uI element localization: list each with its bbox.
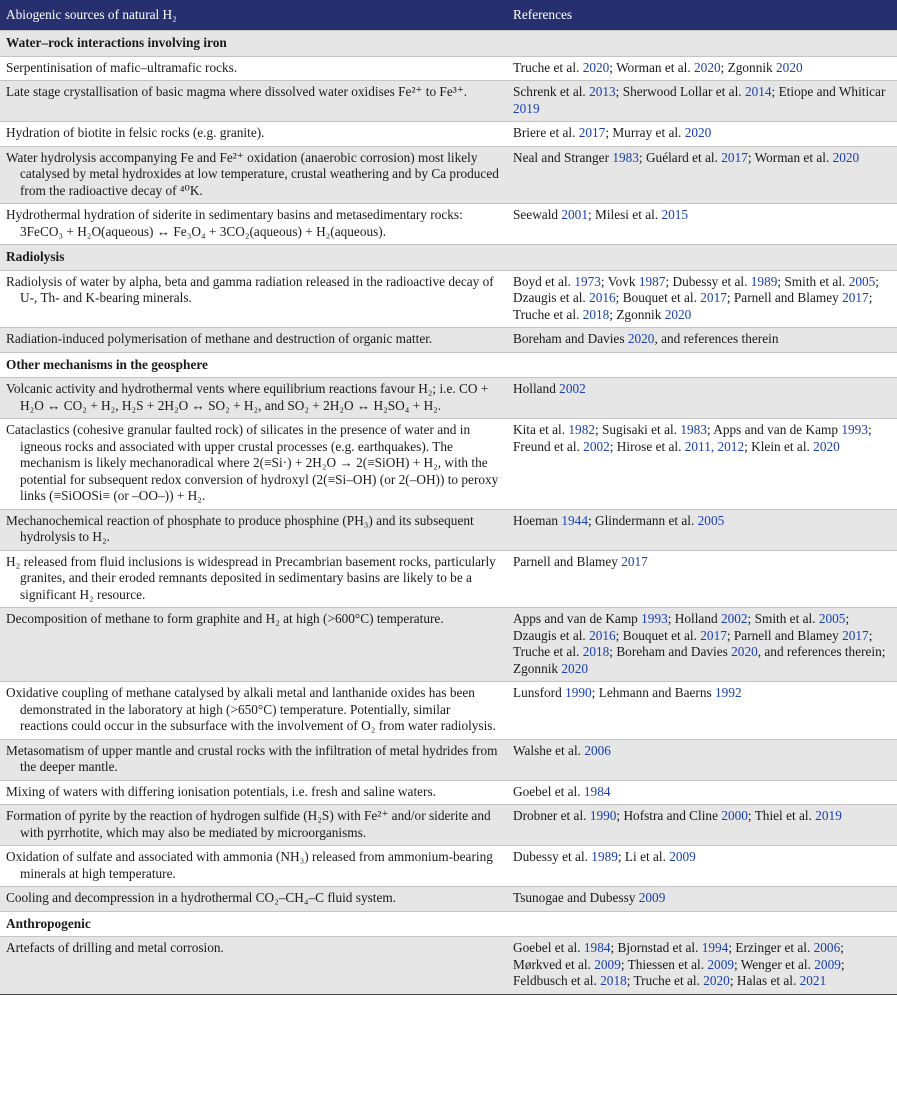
ref-author: Vovk <box>607 273 636 289</box>
ref-author: Tsunogae and Dubessy <box>513 890 636 905</box>
ref-author: Holland <box>513 381 556 396</box>
references-cell: Dubessy et al. 1989; Li et al. 2009 <box>507 846 897 887</box>
ref-year-link[interactable]: 1989 <box>750 273 778 289</box>
table-row <box>0 780 897 805</box>
source-text: H₂ released from fluid inclusions is widespread in Precambrian basement rocks, particularly granites, and their eroded remnants deposited in sedimentary basins are likely to be a significant H₂ resource. <box>6 553 496 602</box>
table-row <box>0 739 897 780</box>
ref-year-link[interactable]: 1984 <box>583 783 611 799</box>
source-text: Artefacts of drilling and metal corrosion. <box>6 940 224 955</box>
ref-author: Truche et al. <box>633 973 700 988</box>
ref-year-link[interactable]: 2009 <box>669 849 696 864</box>
section-title: Water–rock interactions involving iron <box>0 31 897 57</box>
section-row <box>0 352 897 378</box>
table-row <box>0 887 897 912</box>
source-text: Radiolysis of water by alpha, beta and gamma radiation released in the radioactive decay of U-, Th- and K-bearing minerals. <box>6 273 494 305</box>
ref-author: Smith et al. <box>754 611 816 626</box>
table-row <box>0 805 897 846</box>
ref-author: Freund et al. <box>513 438 580 454</box>
source-cell <box>0 56 507 81</box>
references-cell: Goebel et al. 1984; Bjornstad et al. 1994; Erzinger et al. 2006; Mørkved et al. 2009; Thiessen et al. 2009; Wenger et al. 2009; Feldbusch et al. 2018; Truche et al. 2020; Halas et al. 2021 <box>507 937 897 995</box>
table-row <box>0 846 897 887</box>
ref-author: Milesi et al. <box>595 207 659 222</box>
ref-year-link[interactable]: 2005 <box>818 611 846 626</box>
section-title: Anthropogenic <box>0 911 897 937</box>
ref-year-link[interactable]: 2020 <box>694 59 721 75</box>
ref-year-link[interactable]: 2020 <box>813 438 840 454</box>
ref-year-link[interactable]: 1990 <box>589 808 617 823</box>
table-row <box>0 682 897 740</box>
references-cell: Kita et al. 1982; Sugisaki et al. 1983; Apps and van de Kamp 1993; Freund et al. 2002; Hirose et al. 2011, 2012; Klein et al. 2020 <box>507 419 897 510</box>
ref-author: Sugisaki et al. <box>602 422 677 437</box>
table-row <box>0 509 897 550</box>
ref-author: Sherwood Lollar et al. <box>622 84 742 99</box>
ref-year-link[interactable]: 1984 <box>583 940 611 955</box>
ref-year-link[interactable]: 2020 <box>703 973 730 988</box>
ref-author: Zgonnik <box>727 59 773 75</box>
references-cell: Drobner et al. 1990; Hofstra and Cline 2000; Thiel et al. 2019 <box>507 805 897 846</box>
ref-author: Hoeman <box>513 512 559 528</box>
ref-author: Boreham and Davies <box>616 644 728 659</box>
references-cell: Apps and van de Kamp 1993; Holland 2002; Smith et al. 2005; Dzaugis et al. 2016; Bouquet et al. 2017; Parnell and Blamey 2017; Truche et al. 2018; Boreham and Davies 2020, and references therein; Zgonnik 2020 <box>507 608 897 682</box>
source-cell <box>0 608 507 682</box>
references-cell: Seewald 2001; Milesi et al. 2015 <box>507 204 897 245</box>
ref-author: Dzaugis et al. <box>513 627 586 643</box>
ref-author: Wenger et al. <box>740 956 811 972</box>
ref-year-link[interactable]: 1987 <box>638 273 666 289</box>
ref-year-link[interactable]: 2017 <box>700 290 727 305</box>
source-cell <box>0 328 507 353</box>
ref-author: Mørkved et al. <box>513 956 591 972</box>
ref-author: Glindermann et al. <box>595 512 695 528</box>
ref-author: Lehmann and Baerns <box>598 685 712 700</box>
ref-author: Dzaugis et al. <box>513 290 586 305</box>
ref-year-link[interactable]: 2005 <box>697 512 725 528</box>
table-header-row <box>0 0 897 31</box>
ref-year-link[interactable]: 2020 <box>664 306 692 322</box>
source-cell <box>0 805 507 846</box>
source-text: Decomposition of methane to form graphite and H₂ at high (>600°C) temperature. <box>6 611 444 626</box>
references-cell: Neal and Stranger 1983; Guélard et al. 2017; Worman et al. 2020 <box>507 146 897 204</box>
source-cell <box>0 509 507 550</box>
ref-author: Boyd et al. <box>513 273 571 289</box>
table-row <box>0 937 897 995</box>
ref-year-link[interactable]: 1973 <box>574 273 601 289</box>
ref-year-link[interactable]: 2021 <box>799 973 827 988</box>
ref-year-link[interactable]: 1993 <box>641 611 668 626</box>
ref-year-link[interactable]: 2020 <box>731 644 758 659</box>
ref-author: Thiel et al. <box>754 808 812 823</box>
ref-author: Dubessy et al. <box>672 273 748 289</box>
source-cell <box>0 739 507 780</box>
ref-year-link[interactable]: 1992 <box>715 685 742 700</box>
ref-year-link[interactable]: 2019 <box>513 100 540 116</box>
ref-author: Parnell and Blamey <box>733 290 839 305</box>
ref-author: Neal and Stranger <box>513 149 609 165</box>
ref-year-link[interactable]: 2018 <box>582 644 610 659</box>
source-cell <box>0 846 507 887</box>
table-row <box>0 270 897 328</box>
ref-author: Thiessen et al. <box>627 956 705 972</box>
ref-author: Dubessy et al. <box>513 849 588 864</box>
references-cell <box>507 328 897 353</box>
source-cell <box>0 122 507 147</box>
ref-author: Walshe et al. <box>513 742 581 758</box>
references-cell: Schrenk et al. 2013; Sherwood Lollar et al. 2014; Etiope and Whiticar 2019 <box>507 81 897 122</box>
table-row <box>0 81 897 122</box>
source-cell <box>0 682 507 740</box>
ref-year-link[interactable]: 2020 <box>561 660 588 676</box>
ref-year-link[interactable]: 2020 <box>582 59 610 75</box>
ref-year-link[interactable]: 2002 <box>720 611 748 626</box>
ref-author: Hirose et al. <box>616 438 682 454</box>
source-cell <box>0 780 507 805</box>
ref-year-link[interactable]: 2017 <box>621 553 648 569</box>
ref-author: Smith et al. <box>784 273 846 289</box>
ref-year-link[interactable]: 2017 <box>700 627 727 643</box>
ref-year-link[interactable]: 2014 <box>744 84 772 99</box>
source-text: Cataclastics (cohesive granular faulted rock) of silicates in the presence of water and in igneous rocks and associated with upper crustal processes (e.g. earthquakes). The mechanism is likely mechanoradical where 2(≡Si·) + 2H₂O → 2(≡SiOH) + H₂, with the potential for subsequent redox conversion of hydroxyl (2(≡Si–OH) (or 2(–OH)) to peroxy links (≡SiOOSi≡ (or –OO–)) + H₂. <box>6 422 499 503</box>
ref-author: Klein et al. <box>751 438 810 454</box>
ref-author: Schrenk et al. <box>513 84 586 99</box>
ref-year-link[interactable]: 2017 <box>842 627 869 643</box>
source-cell <box>0 204 507 245</box>
references-cell <box>507 550 897 608</box>
ref-year-link[interactable]: 1944 <box>561 512 588 528</box>
references-cell: Hoeman 1944; Glindermann et al. 2005 <box>507 509 897 550</box>
source-text: Radiation-induced polymerisation of methane and destruction of organic matter. <box>6 331 433 346</box>
ref-year-link[interactable]: 2016 <box>589 290 616 305</box>
source-text: Oxidative coupling of methane catalysed by alkali metal and lanthanide oxides has been demonstrated in the laboratory at high (>650°C) temperature. Potentially, similar reactions could occur in the subsurface with the involvement of O₂ from water radiolysis. <box>6 685 496 733</box>
ref-author: Li et al. <box>624 849 666 864</box>
source-cell <box>0 550 507 608</box>
source-cell <box>0 419 507 510</box>
table-row <box>0 419 897 510</box>
ref-year-link[interactable]: 2009 <box>707 956 734 972</box>
ref-year-link[interactable]: 2018 <box>600 973 627 988</box>
ref-year-link[interactable]: 2005 <box>848 273 876 289</box>
ref-year-link[interactable]: 2006 <box>584 742 611 758</box>
source-cell <box>0 378 507 419</box>
source-cell <box>0 270 507 328</box>
table-row <box>0 328 897 353</box>
ref-author: Goebel et al. <box>513 940 581 955</box>
ref-author: Worman et al. <box>616 59 691 75</box>
section-title: Other mechanisms in the geosphere <box>0 352 897 378</box>
references-cell: Briere et al. 2017; Murray et al. 2020 <box>507 122 897 147</box>
ref-note: , and references therein <box>654 331 779 346</box>
source-cell <box>0 146 507 204</box>
references-cell <box>507 887 897 912</box>
ref-year-link[interactable]: 2000 <box>721 808 748 823</box>
ref-author: Boreham and Davies <box>513 331 625 346</box>
ref-author: Parnell and Blamey <box>733 627 839 643</box>
ref-author: Kita et al. <box>513 422 566 437</box>
source-text: Cooling and decompression in a hydrothermal CO₂–CH₄–C fluid system. <box>6 890 397 905</box>
source-text: Hydration of biotite in felsic rocks (e.g. granite). <box>6 125 265 140</box>
ref-year-link[interactable]: 1990 <box>565 685 592 700</box>
ref-year-link[interactable]: 2006 <box>813 940 841 955</box>
ref-author: Goebel et al. <box>513 783 581 799</box>
ref-year-link[interactable]: 2017 <box>842 290 869 305</box>
header-sources: Abiogenic sources of natural H₂ <box>0 0 507 31</box>
ref-year-link[interactable]: 1994 <box>701 940 729 955</box>
ref-year-link[interactable]: 2020 <box>627 331 655 346</box>
table-row <box>0 608 897 682</box>
source-text: Mechanochemical reaction of phosphate to produce phosphine (PH₃) and its subsequent hydrolysis to H₂. <box>6 512 474 544</box>
ref-author: Truche et al. <box>513 644 580 659</box>
source-text: Formation of pyrite by the reaction of hydrogen sulfide (H₂S) with Fe²⁺ and/or siderite and with pyrrhotite, which may also be mediated by microorganisms. <box>6 808 491 840</box>
section-row <box>0 245 897 271</box>
table-row <box>0 378 897 419</box>
table-row <box>0 550 897 608</box>
ref-year-link[interactable]: 2009 <box>814 956 841 972</box>
ref-year-link[interactable]: 2013 <box>589 84 616 99</box>
references-cell <box>507 378 897 419</box>
ref-year-link[interactable]: 1989 <box>591 849 618 864</box>
ref-year-link[interactable]: 2002 <box>583 438 610 454</box>
ref-author: Bouquet et al. <box>622 290 697 305</box>
ref-year-link[interactable]: 2009 <box>638 890 666 905</box>
source-text: Metasomatism of upper mantle and crustal rocks with the infiltration of metal hydrides from the deeper mantle. <box>6 742 498 774</box>
ref-author: Parnell and Blamey <box>513 553 618 569</box>
references-cell <box>507 739 897 780</box>
ref-year-link[interactable]: 1993 <box>841 422 868 437</box>
ref-year-link[interactable]: 2020 <box>776 59 803 75</box>
references-cell <box>507 780 897 805</box>
ref-author: Truche et al. <box>513 306 580 322</box>
ref-year-link[interactable]: 2018 <box>582 306 610 322</box>
source-text: Mixing of waters with differing ionisation potentials, i.e. fresh and saline waters. <box>6 783 436 799</box>
references-cell: Truche et al. 2020; Worman et al. 2020; Zgonnik 2020 <box>507 56 897 81</box>
source-cell <box>0 937 507 995</box>
ref-year-link[interactable]: 1982 <box>568 422 595 437</box>
ref-year-link[interactable]: 2009 <box>594 956 621 972</box>
ref-author: Briere et al. <box>513 125 576 140</box>
ref-author: Guélard et al. <box>645 149 718 165</box>
ref-author: Zgonnik <box>513 660 559 676</box>
table-row <box>0 56 897 81</box>
source-text: Serpentinisation of mafic–ultramafic rocks. <box>6 59 238 75</box>
ref-year-link[interactable]: 2020 <box>684 125 712 140</box>
ref-year-link[interactable]: 1983 <box>612 149 639 165</box>
ref-author: Murray et al. <box>612 125 682 140</box>
ref-author: Feldbusch et al. <box>513 973 597 988</box>
source-text: Volcanic activity and hydrothermal vents where equilibrium reactions favour H₂; i.e. CO + H₂O ↔ CO₂ + H₂, H₂S + 2H₂O ↔ SO₂ + H₂, and SO₂ + 2H₂O ↔ H₂SO₄ + H₂. <box>6 381 489 413</box>
header-references: References <box>507 0 897 31</box>
ref-year-link[interactable]: 2017 <box>578 125 606 140</box>
ref-author: Zgonnik <box>616 306 662 322</box>
section-title: Radiolysis <box>0 245 897 271</box>
source-cell <box>0 81 507 122</box>
ref-author: Holland <box>674 611 718 626</box>
ref-author: Apps and van de Kamp <box>713 422 839 437</box>
ref-author: Hofstra and Cline <box>623 808 718 823</box>
ref-year-link[interactable]: 2016 <box>589 627 616 643</box>
ref-year-link[interactable]: 2017 <box>721 149 748 165</box>
section-row <box>0 31 897 57</box>
ref-author: Bjornstad et al. <box>617 940 699 955</box>
ref-year-link[interactable]: 2020 <box>832 149 860 165</box>
ref-year-link[interactable]: 1983 <box>680 422 707 437</box>
source-text: Late stage crystallisation of basic magma where dissolved water oxidises Fe²⁺ to Fe³⁺. <box>6 84 468 99</box>
ref-author: Apps and van de Kamp <box>513 611 638 626</box>
ref-year-link[interactable]: 2015 <box>661 207 689 222</box>
ref-author: Erzinger et al. <box>735 940 811 955</box>
ref-note: , and references therein <box>757 644 882 659</box>
source-text: Water hydrolysis accompanying Fe and Fe²⁺ oxidation (anaerobic corrosion) most likely catalysed by metal hydroxides at low temperature, crustal weathering and by Ca produced from the radioactive decay of ⁴⁰K. <box>6 149 499 198</box>
ref-year-link[interactable]: 2011, 2012 <box>684 438 745 454</box>
source-cell <box>0 887 507 912</box>
ref-author: Lunsford <box>513 685 562 700</box>
references-cell: Lunsford 1990; Lehmann and Baerns 1992 <box>507 682 897 740</box>
ref-author: Seewald <box>513 207 559 222</box>
source-text: Oxidation of sulfate and associated with ammonia (NH₃) released from ammonium-bearing minerals at high temperature. <box>6 849 493 881</box>
ref-author: Worman et al. <box>754 149 830 165</box>
ref-author: Halas et al. <box>736 973 797 988</box>
table-row <box>0 122 897 147</box>
source-text: Hydrothermal hydration of siderite in sedimentary basins and metasedimentary rocks: 3FeCO₃ + H₂O(aqueous) ↔ Fe₃O₄ + 3CO₂(aqueous) + H₂(aqueous). <box>6 207 463 239</box>
ref-year-link[interactable]: 2019 <box>815 808 842 823</box>
table-row <box>0 146 897 204</box>
table-body <box>0 31 897 995</box>
ref-author: Truche et al. <box>513 59 580 75</box>
ref-year-link[interactable]: 2002 <box>559 381 586 396</box>
references-cell: Boyd et al. 1973; Vovk 1987; Dubessy et al. 1989; Smith et al. 2005; Dzaugis et al. 2016; Bouquet et al. 2017; Parnell and Blamey 2017; Truche et al. 2018; Zgonnik 2020 <box>507 270 897 328</box>
ref-author: Bouquet et al. <box>622 627 697 643</box>
ref-author: Etiope and Whiticar <box>778 84 886 99</box>
ref-year-link[interactable]: 2001 <box>561 207 588 222</box>
section-row <box>0 911 897 937</box>
table-row <box>0 204 897 245</box>
ref-author: Drobner et al. <box>513 808 587 823</box>
